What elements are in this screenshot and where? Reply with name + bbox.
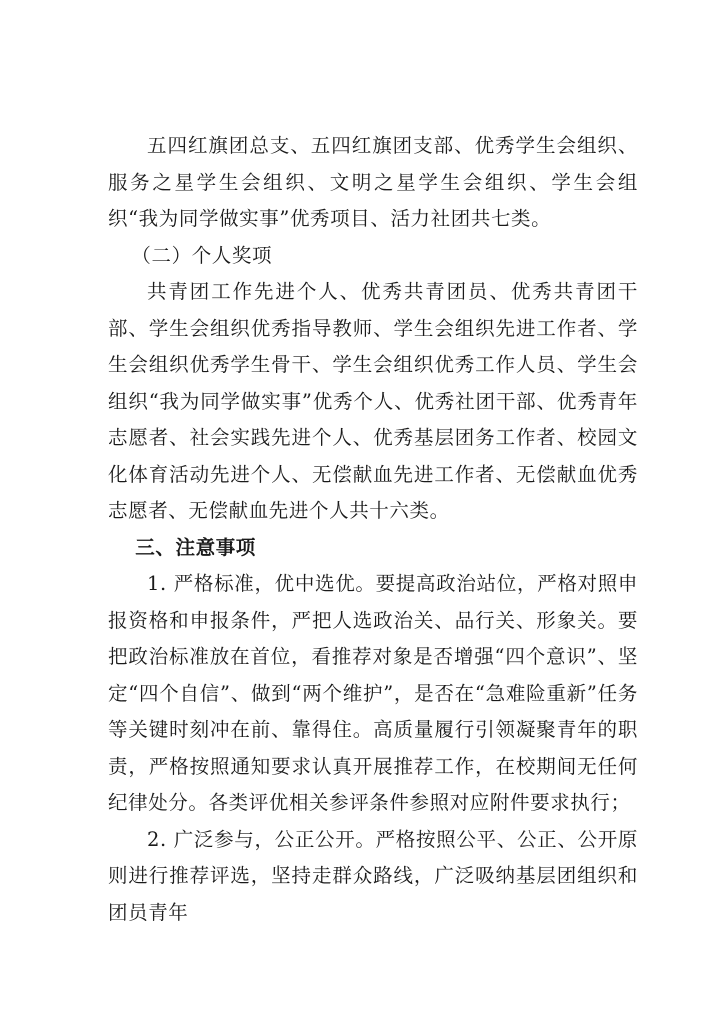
paragraph-collective-awards: 五四红旗团总支、五四红旗团支部、优秀学生会组织、服务之星学生会组织、文明之星学生会组织、学生会组织“我为同学做实事”优秀项目、活力社团共七类。 (108, 134, 638, 230)
paragraph-strict-standards: 1. 严格标准，优中选优。要提高政治站位，严格对照申报资格和申报条件，严把人选政治关、品行关、形象关。要把政治标准放在首位，看推荐对象是否增强“四个意识”、坚定“四个自信”、做到“两个维护”，是否在“急难险重新”任务等关键时刻冲在前、靠得住。高质量履行引领凝聚青年的职责，严格按照通知要求认真开展推荐工作，在校期间无任何纪律处分。各类评优相关参评条件参照对应附件要求执行； (108, 572, 638, 814)
paragraph-individual-awards: 共青团工作先进个人、优秀共青团员、优秀共青团干部、学生会组织优秀指导教师、学生会组织先进工作者、学生会组织优秀学生骨干、学生会组织优秀工作人员、学生会组织“我为同学做实事”优秀个人、优秀社团干部、优秀青年志愿者、社会实践先进个人、优秀基层团务工作者、校园文化体育活动先进个人、无偿献血先进工作者、无偿献血优秀志愿者、无偿献血先进个人共十六类。 (108, 280, 638, 522)
document-body (108, 128, 638, 931)
section-heading-individual-awards: （二）个人奖项 (131, 243, 273, 267)
section-heading-notes: 三、注意事项 (135, 535, 256, 559)
paragraph-broad-participation: 2. 广泛参与，公正公开。严格按照公平、公正、公开原则进行推荐评选，坚持走群众路线，广泛吸纳基层团组织和团员青年 (108, 827, 638, 924)
